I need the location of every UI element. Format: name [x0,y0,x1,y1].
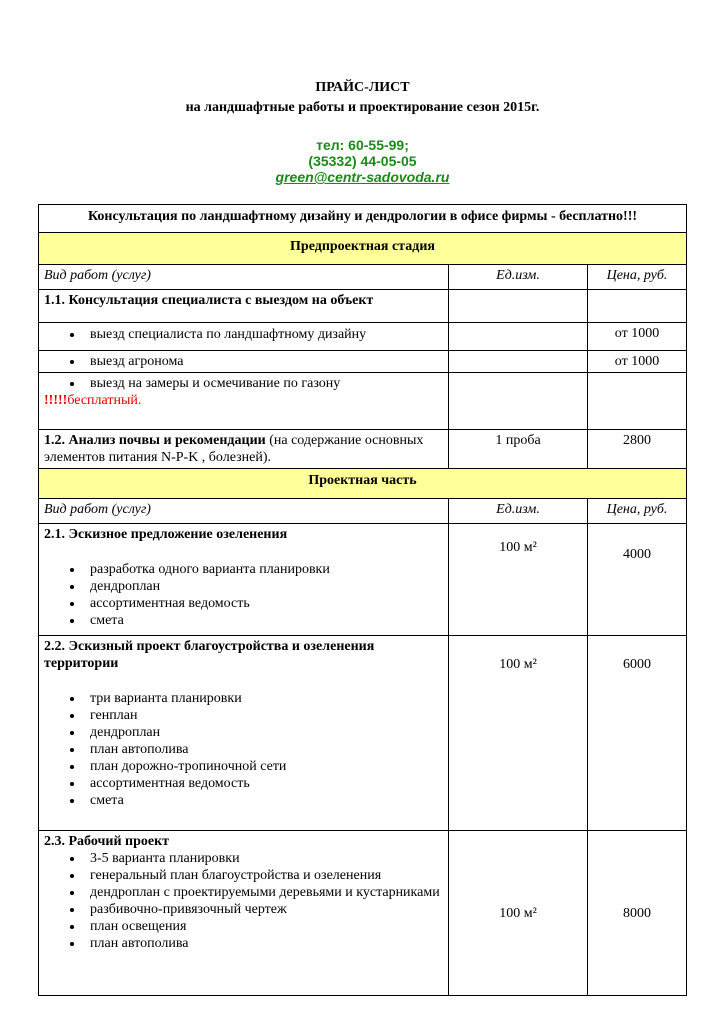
table-row [39,636,687,831]
col-header-price: Цена, руб. [588,499,687,524]
column-header-row [39,265,687,290]
section-1-2-note: (на содержание основных элементов питания N-P-K , болезней). [44,433,424,465]
col-header-unit: Ед.изм. [449,265,588,290]
list-item: • разработка одного варианта планировки [84,561,443,578]
list-item: • план освещения [84,918,443,935]
table-row [39,831,687,996]
unit-value: 100 м² [449,831,588,996]
free-note: !!!!!бесплатный. [44,393,142,408]
consult-banner: Консультация по ландшафтному дизайну и дендрологии в офисе фирмы - бесплатно!!! [39,205,687,233]
list-item: • три варианта планировки [84,690,443,707]
list-item: • выезд на замеры и осмечивание по газону [84,375,443,392]
col-header-price: Цена, руб. [588,265,687,290]
price-value: 8000 [588,831,687,996]
column-header-row [39,499,687,524]
list-item: • разбивочно-привязочный чертеж [84,901,443,918]
stage1-title: Предпроектная стадия [39,233,687,265]
list-item: • ассортиментная ведомость [84,595,443,612]
list-item: • дендроплан [84,724,443,741]
consult-banner-row [39,205,687,233]
price-value: 6000 [588,636,687,831]
list-item: • 3-5 варианта планировки [84,850,443,867]
section-2-2-title: 2.2. Эскизный проект благоустройства и озеленения территории [44,639,375,671]
table-row [39,351,687,373]
price-value: от 1000 [588,351,687,373]
price-value: от 1000 [588,323,687,351]
table-row [39,524,687,636]
unit-value: 1 проба [449,430,588,469]
stage2-header-row [39,469,687,499]
phone-secondary: (35332) 44-05-05 [308,153,417,169]
document-subtitle: на ландшафтные работы и проектирование сезон 2015г. [185,100,540,115]
table-row [39,373,687,430]
section-2-1-title: 2.1. Эскизное предложение озеленения [44,527,288,542]
list-item: • смета [84,792,443,809]
list-item: • дендроплан с проектируемыми деревьями и кустарниками [84,884,443,901]
list-item: • план дорожно-тропиночной сети [84,758,443,775]
phone-primary: тел: 60-55-99; [316,137,409,153]
unit-value: 100 м² [449,524,588,636]
list-item: • план автополива [84,935,443,952]
list-item: • генплан [84,707,443,724]
list-item: • выезд специалиста по ландшафтному дизайну [84,326,443,343]
list-item: • дендроплан [84,578,443,595]
stage2-title: Проектная часть [39,469,687,499]
section-1-2 [39,430,449,469]
list-item: • ассортиментная ведомость [84,775,443,792]
section-2-3-title: 2.3. Рабочий проект [44,834,170,849]
price-value: 4000 [588,524,687,636]
col-header-work: Вид работ (услуг) [39,499,449,524]
col-header-work: Вид работ (услуг) [39,265,449,290]
document-title: ПРАЙС-ЛИСТ [315,80,410,95]
section-1-1-title: 1.1. Консультация специалиста с выездом на объект [39,290,449,323]
email-link[interactable]: green@centr-sadovoda.ru [275,169,450,185]
table-row [39,323,687,351]
unit-value: 100 м² [449,636,588,831]
col-header-unit: Ед.изм. [449,499,588,524]
price-value: 2800 [588,430,687,469]
list-item: • план автополива [84,741,443,758]
list-item: • смета [84,612,443,629]
stage1-header-row [39,233,687,265]
list-item: • выезд агронома [84,353,443,370]
section-1-2-title: 1.2. Анализ почвы и рекомендации [44,433,266,448]
price-table [38,204,687,996]
list-item: • генеральный план благоустройства и озеленения [84,867,443,884]
table-row [39,430,687,469]
table-row [39,290,687,323]
